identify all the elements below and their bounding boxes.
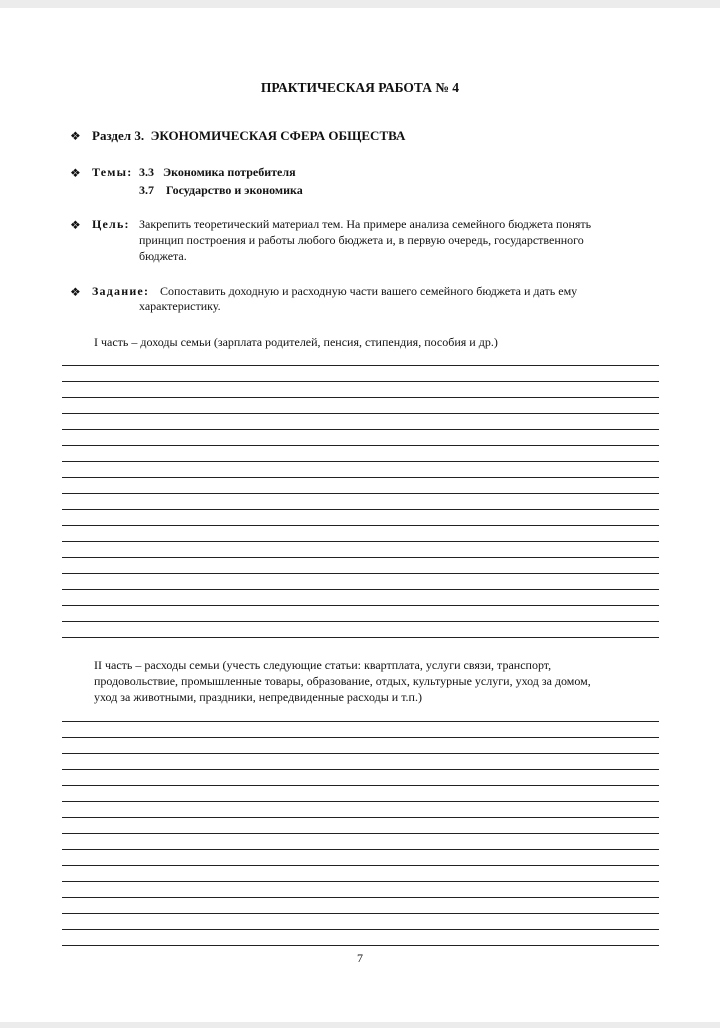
topic-text: Государство и экономика bbox=[166, 183, 303, 197]
part2-line: продовольствие, промышленные товары, образование, отдых, культурные услуги, уход за домом, bbox=[94, 674, 591, 688]
answer-line bbox=[62, 445, 659, 446]
answer-line bbox=[62, 493, 659, 494]
task-line: Сопоставить доходную и расходную части вашего семейного бюджета и дать ему bbox=[160, 284, 578, 298]
answer-line bbox=[62, 621, 659, 622]
section-label: Раздел 3. bbox=[92, 128, 145, 143]
topic-text: Экономика потребителя bbox=[163, 165, 296, 179]
answer-line bbox=[62, 541, 659, 542]
answer-line bbox=[62, 817, 659, 818]
answer-line bbox=[62, 721, 659, 722]
goal-label: Цель: bbox=[92, 217, 130, 231]
answer-line bbox=[62, 945, 659, 946]
topic-item bbox=[139, 183, 303, 198]
section-heading bbox=[92, 128, 405, 143]
topic-number: 3.3 bbox=[139, 165, 154, 179]
part2-line: II часть – расходы семьи (учесть следующие статьи: квартплата, услуги связи, транспорт, bbox=[94, 658, 552, 672]
answer-line bbox=[62, 381, 659, 382]
answer-line bbox=[62, 589, 659, 590]
section-text: ЭКОНОМИЧЕСКАЯ СФЕРА ОБЩЕСТВА bbox=[150, 128, 406, 143]
answer-line bbox=[62, 573, 659, 574]
goal-line: принцип построения и работы любого бюджета и, в первую очередь, государственного bbox=[139, 233, 584, 247]
answer-line bbox=[62, 477, 659, 478]
bullet-diamond-icon: ❖ bbox=[70, 129, 81, 143]
goal-line: бюджета. bbox=[139, 249, 187, 263]
topics-label: Темы: bbox=[92, 165, 133, 179]
answer-line bbox=[62, 753, 659, 754]
answer-line bbox=[62, 557, 659, 558]
answer-line bbox=[62, 801, 659, 802]
answer-line bbox=[62, 525, 659, 526]
answer-line bbox=[62, 397, 659, 398]
answer-line bbox=[62, 881, 659, 882]
part1-heading: I часть – доходы семьи (зарплата родителей, пенсия, стипендия, пособия и др.) bbox=[94, 335, 498, 349]
topic-item bbox=[139, 165, 296, 180]
answer-line bbox=[62, 929, 659, 930]
part2-line: уход за животными, праздники, непредвиденные расходы и т.п.) bbox=[94, 690, 422, 704]
task-label: Задание: bbox=[92, 284, 150, 298]
answer-line bbox=[62, 897, 659, 898]
goal-line: Закрепить теоретический материал тем. На примере анализа семейного бюджета понять bbox=[139, 217, 592, 231]
answer-line bbox=[62, 913, 659, 914]
task-line: характеристику. bbox=[139, 299, 221, 313]
page-number: 7 bbox=[357, 951, 363, 965]
answer-line bbox=[62, 461, 659, 462]
answer-line bbox=[62, 509, 659, 510]
document-page bbox=[0, 8, 720, 1022]
answer-line bbox=[62, 849, 659, 850]
answer-line bbox=[62, 365, 659, 366]
bullet-diamond-icon: ❖ bbox=[70, 285, 81, 299]
answer-line bbox=[62, 785, 659, 786]
answer-line bbox=[62, 865, 659, 866]
answer-line bbox=[62, 413, 659, 414]
answer-line bbox=[62, 833, 659, 834]
answer-line bbox=[62, 605, 659, 606]
answer-line bbox=[62, 737, 659, 738]
answer-line bbox=[62, 769, 659, 770]
bullet-diamond-icon: ❖ bbox=[70, 166, 81, 180]
bullet-diamond-icon: ❖ bbox=[70, 218, 81, 232]
topic-number: 3.7 bbox=[139, 183, 154, 197]
page-title: ПРАКТИЧЕСКАЯ РАБОТА № 4 bbox=[260, 80, 460, 95]
answer-line bbox=[62, 637, 659, 638]
answer-line bbox=[62, 429, 659, 430]
